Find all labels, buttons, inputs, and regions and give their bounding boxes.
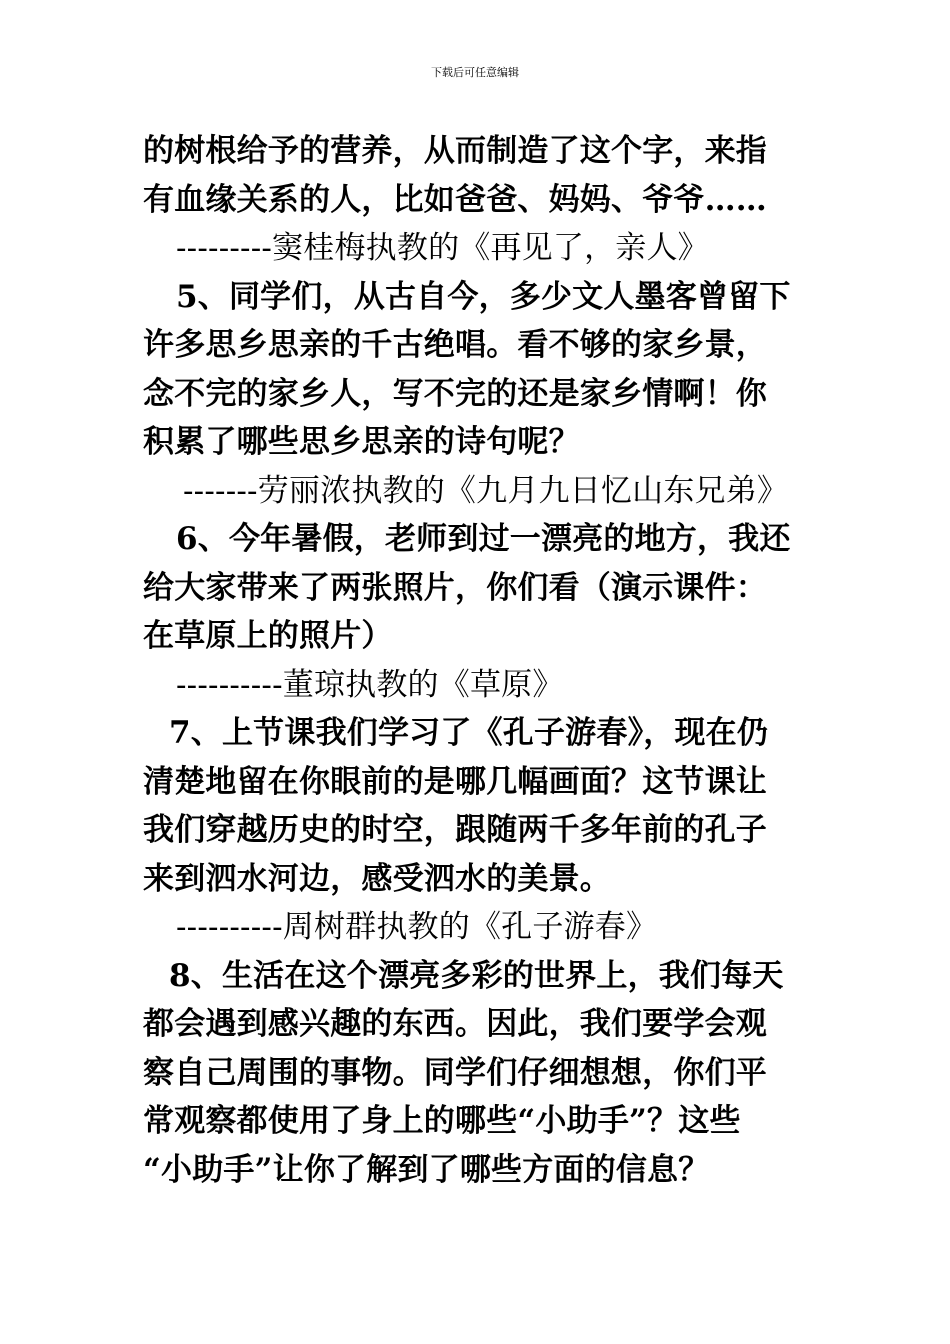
paragraph-line: 5、同学们，从古自今，多少文人墨客曾留下 <box>176 278 791 315</box>
paragraph-line: 念不完的家乡人，写不完的还是家乡情啊！你 <box>143 375 767 412</box>
paragraph-line: 8、生活在这个漂亮多彩的世界上，我们每天 <box>169 957 784 994</box>
paragraph-line: 常观察都使用了身上的哪些“小助手”？这些 <box>143 1103 741 1139</box>
paragraph-line: 来到泗水河边，感受泗水的美景。 <box>143 860 611 897</box>
paragraph-line: 有血缘关系的人，比如爸爸、妈妈、爷爷…… <box>143 181 767 218</box>
paragraph-line: 都会遇到感兴趣的东西。因此，我们要学会观 <box>143 1006 767 1042</box>
teacher-attribution: ----------董琼执教的《草原》 <box>176 666 564 703</box>
page-header: 下载后可任意编辑 <box>431 66 519 79</box>
paragraph-line: 我们穿越历史的时空，跟随两千多年前的孔子 <box>143 812 767 848</box>
teacher-attribution: ----------周树群执教的《孔子游春》 <box>176 909 658 945</box>
paragraph-line: 6、今年暑假，老师到过一漂亮的地方，我还 <box>176 521 791 557</box>
paragraph-line: “小助手”让你了解到了哪些方面的信息？ <box>143 1151 710 1188</box>
teacher-attribution: ---------窦桂梅执教的《再见了，亲人》 <box>176 230 709 266</box>
paragraph-line: 给大家带来了两张照片，你们看（演示课件： <box>143 569 767 606</box>
teacher-attribution: -------劳丽浓执教的《九月九日忆山东兄弟》 <box>183 472 789 509</box>
paragraph-line: 在草原上的照片） <box>143 618 393 654</box>
paragraph-line: 许多思乡思亲的千古绝唱。看不够的家乡景， <box>143 327 767 363</box>
paragraph-line: 的树根给予的营养，从而制造了这个字，来指 <box>143 133 767 169</box>
paragraph-line: 清楚地留在你眼前的是哪几幅画面？这节课让 <box>143 763 767 800</box>
paragraph-line: 察自己周围的事物。同学们仔细想想，你们平 <box>143 1054 767 1091</box>
document-body <box>143 127 811 1194</box>
paragraph-line: 积累了哪些思乡思亲的诗句呢？ <box>143 424 580 460</box>
paragraph-line: 7、上节课我们学习了《孔子游春》，现在仍 <box>169 715 769 751</box>
